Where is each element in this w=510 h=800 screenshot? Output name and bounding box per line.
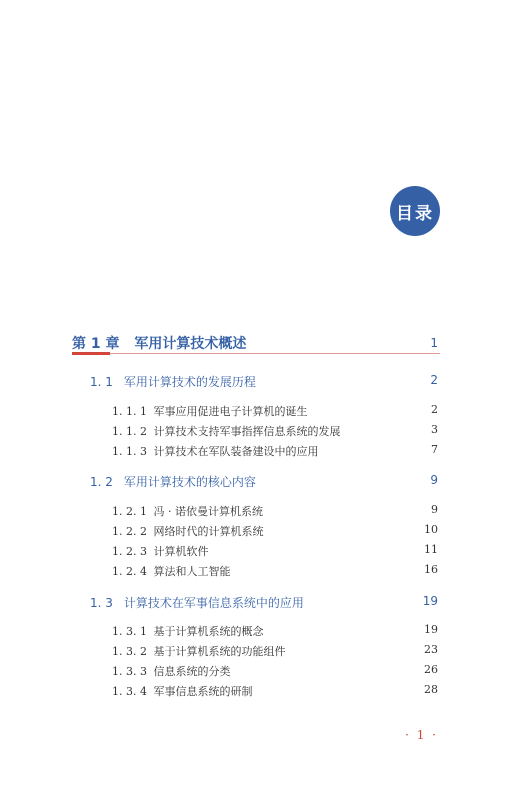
section-entry[interactable] (90, 594, 440, 612)
subsection-number: 1. 3. 3 (112, 665, 147, 678)
subsection-page: 11 (424, 543, 438, 556)
subsection-page: 3 (431, 423, 438, 436)
toc-title-badge (390, 186, 440, 236)
subsection-number: 1. 1. 1 (112, 405, 147, 418)
subsection-number: 1. 1. 2 (112, 425, 147, 438)
subsection-number: 1. 3. 2 (112, 645, 147, 658)
section-title: 军用计算技术的核心内容 (123, 475, 256, 489)
toc-title: 目录 (396, 203, 434, 224)
subsection-title: 基于计算机系统的概念 (153, 625, 264, 638)
subsection-entry[interactable] (112, 543, 440, 559)
chapter-heading (72, 333, 246, 353)
chapter-number: 第 1 章 (72, 336, 120, 352)
section-entry[interactable] (90, 473, 440, 491)
subsection-entry[interactable] (112, 683, 440, 699)
subsection-title: 信息系统的分类 (153, 665, 231, 678)
subsection-title: 军事信息系统的研制 (153, 685, 253, 698)
subsection-title: 算法和人工智能 (153, 565, 231, 578)
subsection-title: 计算技术在军队装备建设中的应用 (153, 445, 319, 458)
subsection-entry[interactable] (112, 403, 440, 419)
subsection-page: 2 (431, 403, 438, 416)
subsection-number: 1. 3. 4 (112, 685, 147, 698)
section-entry[interactable] (90, 373, 440, 391)
subsection-number: 1. 2. 2 (112, 525, 147, 538)
subsection-title: 计算机软件 (153, 545, 209, 558)
subsection-entry[interactable] (112, 443, 440, 459)
subsection-title: 冯 · 诺依曼计算机系统 (153, 505, 263, 518)
subsection-page: 16 (424, 563, 438, 576)
section-page: 2 (430, 373, 438, 387)
section-number: 1. 1 (90, 375, 113, 389)
subsection-entry[interactable] (112, 423, 440, 439)
subsection-page: 26 (424, 663, 438, 676)
subsection-title: 计算技术支持军事指挥信息系统的发展 (153, 425, 341, 438)
subsection-page: 10 (424, 523, 438, 536)
subsection-entry[interactable] (112, 523, 440, 539)
section-title: 计算技术在军事信息系统中的应用 (123, 596, 304, 610)
section-title: 军用计算技术的发展历程 (123, 375, 256, 389)
subsection-number: 1. 2. 1 (112, 505, 147, 518)
subsection-page: 9 (431, 503, 438, 516)
page-number-footer: · 1 · (405, 728, 438, 742)
subsection-title: 基于计算机系统的功能组件 (153, 645, 286, 658)
subsection-number: 1. 1. 3 (112, 445, 147, 458)
subsection-page: 19 (424, 623, 438, 636)
section-page: 19 (422, 594, 438, 608)
subsection-page: 23 (424, 643, 438, 656)
subsection-entry[interactable] (112, 503, 440, 519)
section-number: 1. 2 (90, 475, 113, 489)
subsection-number: 1. 2. 3 (112, 545, 147, 558)
section-number: 1. 3 (90, 596, 113, 610)
subsection-number: 1. 3. 1 (112, 625, 147, 638)
subsection-entry[interactable] (112, 663, 440, 679)
chapter-page: 1 (430, 336, 438, 350)
subsection-entry[interactable] (112, 563, 440, 579)
subsection-entry[interactable] (112, 623, 440, 639)
chapter-title: 军用计算技术概述 (134, 336, 247, 352)
section-page: 9 (430, 473, 438, 487)
subsection-page: 7 (431, 443, 438, 456)
subsection-title: 网络时代的计算机系统 (153, 525, 264, 538)
subsection-number: 1. 2. 4 (112, 565, 147, 578)
subsection-entry[interactable] (112, 643, 440, 659)
subsection-page: 28 (424, 683, 438, 696)
subsection-title: 军事应用促进电子计算机的诞生 (153, 405, 308, 418)
chapter-entry[interactable] (72, 331, 440, 354)
